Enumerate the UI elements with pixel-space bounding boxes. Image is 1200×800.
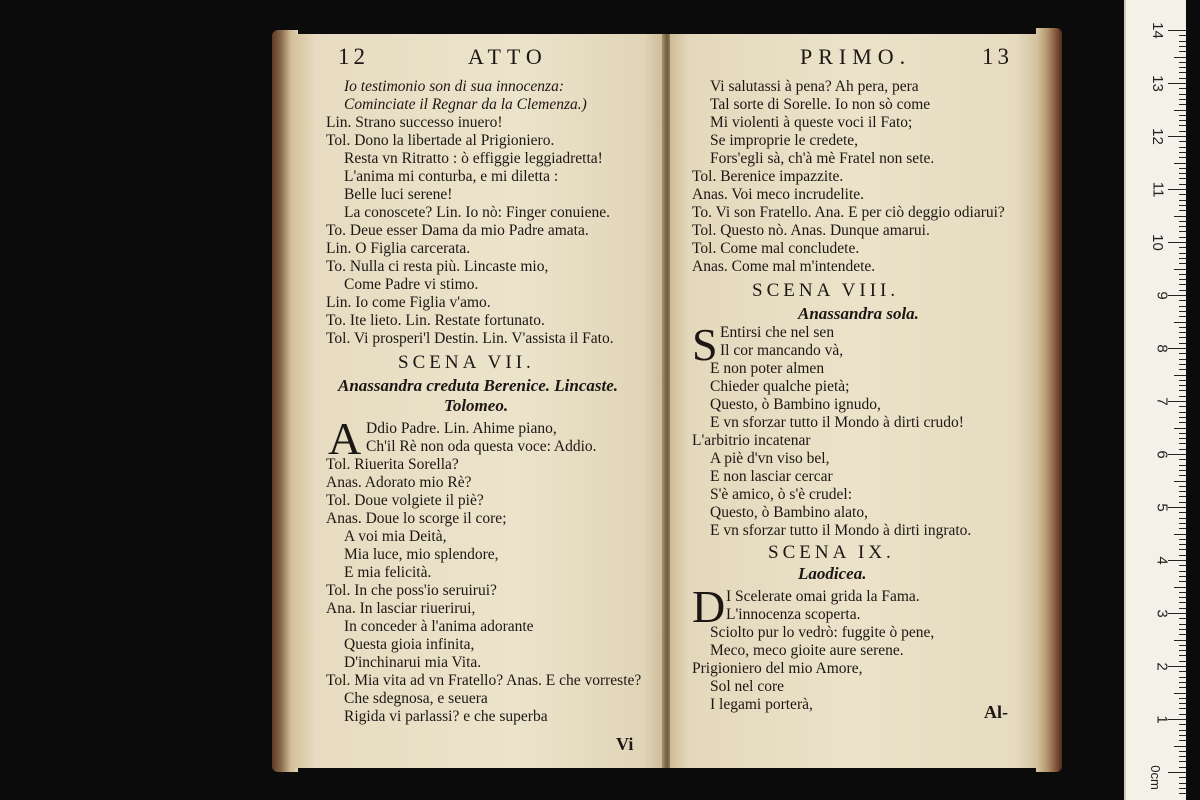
ruler-tick [1179, 263, 1186, 264]
ruler-tick [1179, 396, 1186, 397]
ruler-tick [1179, 491, 1186, 492]
ruler-tick [1179, 343, 1186, 344]
ruler-tick [1179, 714, 1186, 715]
text-line: L'arbitrio incatenar [692, 432, 811, 449]
text-line: Tal sorte di Sorelle. Io non sò come [710, 96, 931, 113]
ruler-tick [1179, 661, 1186, 662]
ruler-tick [1179, 788, 1186, 789]
text-line: Chieder qualche pietà; [710, 378, 850, 395]
ruler-tick [1168, 83, 1186, 84]
ruler-tick [1179, 422, 1186, 423]
text-line: Sciolto pur lo vedrò: fuggite ò pene, [710, 624, 935, 641]
ruler-tick [1168, 454, 1186, 455]
text-line: To. Ite lieto. Lin. Restate fortunato. [326, 312, 545, 329]
ruler-tick [1179, 141, 1186, 142]
ruler-tick [1168, 560, 1186, 561]
ruler-number: 4 [1153, 556, 1171, 565]
ruler-tick [1174, 481, 1186, 482]
ruler-tick [1179, 194, 1186, 195]
ruler-tick [1179, 777, 1186, 778]
ruler-tick [1179, 290, 1186, 291]
ruler-number: 13 [1149, 75, 1167, 92]
ruler-number: 6 [1153, 450, 1171, 459]
ruler-tick [1179, 337, 1186, 338]
ruler-tick [1179, 767, 1186, 768]
text-line: Cominciate il Regnar da la Clemenza.) [344, 96, 587, 113]
text-line: Tol. In che poss'io seruirui? [326, 582, 497, 599]
text-line: Ana. In lasciar riuerirui, [326, 600, 476, 617]
text-line: To. Vi son Fratello. Ana. E per ciò deggio odiarui? [692, 204, 1005, 221]
ruler-tick [1168, 242, 1186, 243]
text-line: Anas. Voi meco incrudelite. [692, 186, 865, 203]
ruler-tick [1179, 549, 1186, 550]
ruler-tick [1179, 78, 1186, 79]
ruler-tick [1174, 587, 1186, 588]
ruler-tick [1179, 67, 1186, 68]
text-line: E vn sforzar tutto il Mondo à dirti crudo! [710, 414, 964, 431]
left-page [294, 34, 666, 768]
text-line: Rigida vi parlassi? e che superba [344, 708, 548, 725]
scene-characters: Laodicea. [798, 564, 867, 583]
ruler-tick [1179, 210, 1186, 211]
ruler-tick [1179, 247, 1186, 248]
text-line: Mi violenti à queste voci il Fato; [710, 114, 913, 131]
ruler-tick [1179, 253, 1186, 254]
ruler-number: 14 [1149, 22, 1167, 39]
ruler-tick [1174, 746, 1186, 747]
ruler-tick [1179, 449, 1186, 450]
ruler-tick [1179, 369, 1186, 370]
ruler-tick [1179, 279, 1186, 280]
ruler-tick [1179, 385, 1186, 386]
ruler-tick [1168, 772, 1186, 773]
ruler-tick [1179, 311, 1186, 312]
ruler-tick [1179, 62, 1186, 63]
ruler-tick [1168, 666, 1186, 667]
ruler-tick [1179, 417, 1186, 418]
right-page-number: 13 [982, 44, 1013, 69]
ruler-tick [1174, 163, 1186, 164]
ruler-tick [1179, 41, 1186, 42]
text-line: Fors'egli sà, ch'à mè Fratel non sete. [710, 150, 935, 167]
ruler-tick [1179, 475, 1186, 476]
text-line: Che sdegnosa, e seuera [344, 690, 488, 707]
ruler-tick [1179, 634, 1186, 635]
ruler-tick [1179, 364, 1186, 365]
ruler-tick [1179, 465, 1186, 466]
ruler-tick [1179, 671, 1186, 672]
ruler-tick [1179, 624, 1186, 625]
ruler-tick [1179, 470, 1186, 471]
text-line: A voi mia Deità, [344, 528, 447, 545]
ruler-tick [1179, 650, 1186, 651]
ruler-tick [1179, 555, 1186, 556]
text-line: Tol. Come mal concludete. [692, 240, 860, 257]
ruler-tick [1174, 216, 1186, 217]
text-line: E non lasciar cercar [710, 468, 833, 485]
text-line: To. Nulla ci resta più. Lincaste mio, [326, 258, 549, 275]
text-line: To. Deue esser Dama da mio Padre amata. [326, 222, 589, 239]
ruler-tick [1179, 698, 1186, 699]
ruler-tick [1179, 99, 1186, 100]
text-line: Meco, meco gioite aure serene. [710, 642, 904, 659]
ruler-number: 8 [1153, 344, 1171, 353]
ruler-tick [1179, 406, 1186, 407]
text-line: Tol. Mia vita ad vn Fratello? Anas. E che vorreste? [326, 672, 642, 689]
ruler-tick [1179, 502, 1186, 503]
ruler-tick [1179, 677, 1186, 678]
drop-cap: A [328, 413, 362, 464]
ruler-tick [1174, 269, 1186, 270]
text-line: L'anima mi conturba, e mi diletta : [344, 168, 559, 185]
ruler-tick [1179, 131, 1186, 132]
ruler-tick [1168, 507, 1186, 508]
text-line: Tol. Dono la libertade al Prigioniero. [326, 132, 555, 149]
ruler-tick [1168, 719, 1186, 720]
ruler-tick [1179, 72, 1186, 73]
catchword: Vi [616, 734, 634, 754]
ruler-number: 5 [1153, 503, 1171, 512]
text-line: Ddio Padre. Lin. Ahime piano, [366, 420, 557, 437]
ruler-tick [1179, 528, 1186, 529]
ruler-tick [1179, 412, 1186, 413]
ruler-number: 7 [1153, 397, 1171, 406]
ruler-tick [1174, 428, 1186, 429]
ruler-tick [1179, 184, 1186, 185]
text-line: S'è amico, ò s'è crudel: [710, 486, 853, 503]
ruler-tick [1168, 401, 1186, 402]
ruler-tick [1179, 608, 1186, 609]
ruler-tick [1179, 46, 1186, 47]
ruler-tick [1179, 157, 1186, 158]
ruler-tick [1179, 602, 1186, 603]
ruler-unit: 0cm [1148, 765, 1164, 790]
ruler-tick [1179, 390, 1186, 391]
text-line: Questa gioia infinita, [344, 636, 475, 653]
ruler-tick [1179, 703, 1186, 704]
ruler-tick [1179, 687, 1186, 688]
ruler-tick [1179, 35, 1186, 36]
ruler-tick [1174, 110, 1186, 111]
right-page [670, 34, 1038, 768]
ruler-tick [1179, 655, 1186, 656]
text-line: Mia luce, mio splendore, [344, 546, 499, 563]
ruler-tick [1179, 120, 1186, 121]
ruler-tick [1179, 592, 1186, 593]
ruler-tick [1168, 348, 1186, 349]
ruler-tick [1179, 433, 1186, 434]
right-running-head: PRIMO. [800, 44, 912, 69]
ruler-tick [1179, 730, 1186, 731]
ruler-tick [1174, 640, 1186, 641]
ruler-tick [1179, 761, 1186, 762]
ruler-tick [1179, 168, 1186, 169]
ruler-number: 11 [1149, 181, 1167, 198]
ruler-tick [1179, 306, 1186, 307]
ruler-tick [1179, 115, 1186, 116]
ruler-number: 10 [1149, 234, 1167, 251]
text-line: La conoscete? Lin. Io nò: Finger conuiene. [344, 204, 610, 221]
text-line: Il cor mancando và, [720, 342, 844, 359]
ruler-tick [1179, 443, 1186, 444]
text-line: Lin. O Figlia carcerata. [326, 240, 471, 257]
ruler-tick [1179, 512, 1186, 513]
ruler-number: 12 [1149, 128, 1167, 145]
text-line: Tol. Questo nò. Anas. Dunque amarui. [692, 222, 930, 239]
ruler-tick [1179, 539, 1186, 540]
ruler-tick [1179, 571, 1186, 572]
text-line: Resta vn Ritratto : ò effiggie leggiadretta! [344, 150, 603, 167]
ruler-tick [1179, 438, 1186, 439]
ruler-tick [1179, 518, 1186, 519]
ruler-tick [1179, 751, 1186, 752]
text-line: D'inchinarui mia Vita. [344, 654, 482, 671]
text-line: Lin. Strano successo inuero! [326, 114, 503, 131]
scene-title: SCENA VII. [398, 352, 535, 373]
ruler-tick [1179, 205, 1186, 206]
text-line: Anas. Adorato mio Rè? [326, 474, 472, 491]
ruler-tick [1179, 221, 1186, 222]
ruler-tick [1179, 629, 1186, 630]
ruler-tick [1174, 322, 1186, 323]
text-line: Io testimonio son di sua innocenza: [344, 78, 564, 95]
ruler-tick [1179, 708, 1186, 709]
ruler-tick [1179, 152, 1186, 153]
ruler-tick [1179, 459, 1186, 460]
ruler-tick [1179, 735, 1186, 736]
catchword: Al- [984, 702, 1008, 722]
ruler-tick [1179, 88, 1186, 89]
scene-characters: Tolomeo. [444, 396, 509, 415]
text-line: E mia felicità. [344, 564, 432, 581]
ruler-tick [1179, 597, 1186, 598]
ruler-tick [1179, 147, 1186, 148]
text-line: Tol. Vi prosperi'l Destin. Lin. V'assista il Fato. [326, 330, 614, 347]
ruler-tick [1179, 237, 1186, 238]
scene-title: SCENA IX. [768, 542, 895, 563]
ruler-tick [1179, 51, 1186, 52]
ruler-tick [1179, 284, 1186, 285]
book-edge-right [1036, 28, 1062, 772]
ruler-tick [1179, 125, 1186, 126]
ruler-tick [1179, 173, 1186, 174]
text-line: Sol nel core [710, 678, 785, 695]
ruler-tick [1179, 581, 1186, 582]
ruler-number: 3 [1153, 609, 1171, 618]
text-line: Tol. Doue volgiete il piè? [326, 492, 484, 509]
ruler-tick [1179, 756, 1186, 757]
ruler-tick [1179, 226, 1186, 227]
text-line: Entirsi che nel sen [720, 324, 835, 341]
ruler-tick [1179, 486, 1186, 487]
ruler-tick [1179, 740, 1186, 741]
ruler-tick [1174, 693, 1186, 694]
ruler-tick [1179, 793, 1186, 794]
scene-characters: Anassandra creduta Berenice. Lincaste. [338, 376, 619, 395]
ruler-tick [1179, 618, 1186, 619]
ruler-tick [1179, 353, 1186, 354]
ruler-tick [1179, 327, 1186, 328]
ruler-tick [1179, 380, 1186, 381]
ruler-number: 1 [1153, 715, 1171, 724]
ruler-tick [1179, 783, 1186, 784]
ruler-tick [1179, 576, 1186, 577]
text-line: I legami porterà, [710, 696, 813, 713]
text-line: Questo, ò Bambino ignudo, [710, 396, 881, 413]
ruler-tick [1179, 178, 1186, 179]
scale-ruler [1124, 0, 1186, 800]
ruler-tick [1168, 189, 1186, 190]
text-line: E vn sforzar tutto il Mondo à dirti ingrato. [710, 522, 972, 539]
ruler-tick [1179, 200, 1186, 201]
ruler-tick [1179, 104, 1186, 105]
text-line: Tol. Riuerita Sorella? [326, 456, 459, 473]
text-line: Anas. Come mal m'intendete. [692, 258, 876, 275]
ruler-tick [1168, 136, 1186, 137]
ruler-tick [1179, 274, 1186, 275]
text-line: E non poter almen [710, 360, 825, 377]
ruler-tick [1179, 682, 1186, 683]
ruler-tick [1179, 496, 1186, 497]
scene-characters: Anassandra sola. [798, 304, 919, 323]
drop-cap: S [692, 319, 718, 370]
text-line: Prigioniero del mio Amore, [692, 660, 863, 677]
text-line: Vi salutassi à pena? Ah pera, pera [710, 78, 919, 95]
text-line: Se improprie le credete, [710, 132, 859, 149]
ruler-tick [1179, 231, 1186, 232]
ruler-tick [1179, 300, 1186, 301]
ruler-tick [1168, 295, 1186, 296]
text-line: Ch'il Rè non oda questa voce: Addio. [366, 438, 597, 455]
ruler-tick [1179, 332, 1186, 333]
ruler-tick [1179, 645, 1186, 646]
ruler-tick [1174, 534, 1186, 535]
text-line: Lin. Io come Figlia v'amo. [326, 294, 491, 311]
text-line: Come Padre vi stimo. [344, 276, 479, 293]
ruler-tick [1174, 375, 1186, 376]
text-line: L'innocenza scoperta. [726, 606, 861, 623]
ruler-tick [1168, 613, 1186, 614]
ruler-tick [1179, 359, 1186, 360]
scene-title: SCENA VIII. [752, 280, 900, 301]
left-page-number: 12 [338, 44, 369, 69]
ruler-tick [1179, 94, 1186, 95]
text-line: Anas. Doue lo scorge il core; [326, 510, 507, 527]
open-book [272, 22, 1062, 782]
ruler-tick [1179, 316, 1186, 317]
text-line: Tol. Berenice impazzite. [692, 168, 844, 185]
text-line: In conceder à l'anima adorante [344, 618, 534, 635]
ruler-tick [1168, 30, 1186, 31]
ruler-tick [1179, 523, 1186, 524]
ruler-tick [1179, 565, 1186, 566]
ruler-tick [1179, 544, 1186, 545]
left-running-head: ATTO [468, 44, 548, 69]
ruler-tick [1174, 57, 1186, 58]
ruler-number: 9 [1153, 291, 1171, 300]
text-line: Questo, ò Bambino alato, [710, 504, 868, 521]
text-line: Belle luci serene! [344, 186, 453, 203]
ruler-number: 2 [1153, 662, 1171, 671]
ruler-tick [1179, 724, 1186, 725]
ruler-tick [1179, 258, 1186, 259]
drop-cap: D [692, 581, 726, 632]
text-line: I Scelerate omai grida la Fama. [726, 588, 920, 605]
text-line: A piè d'vn viso bel, [710, 450, 830, 467]
